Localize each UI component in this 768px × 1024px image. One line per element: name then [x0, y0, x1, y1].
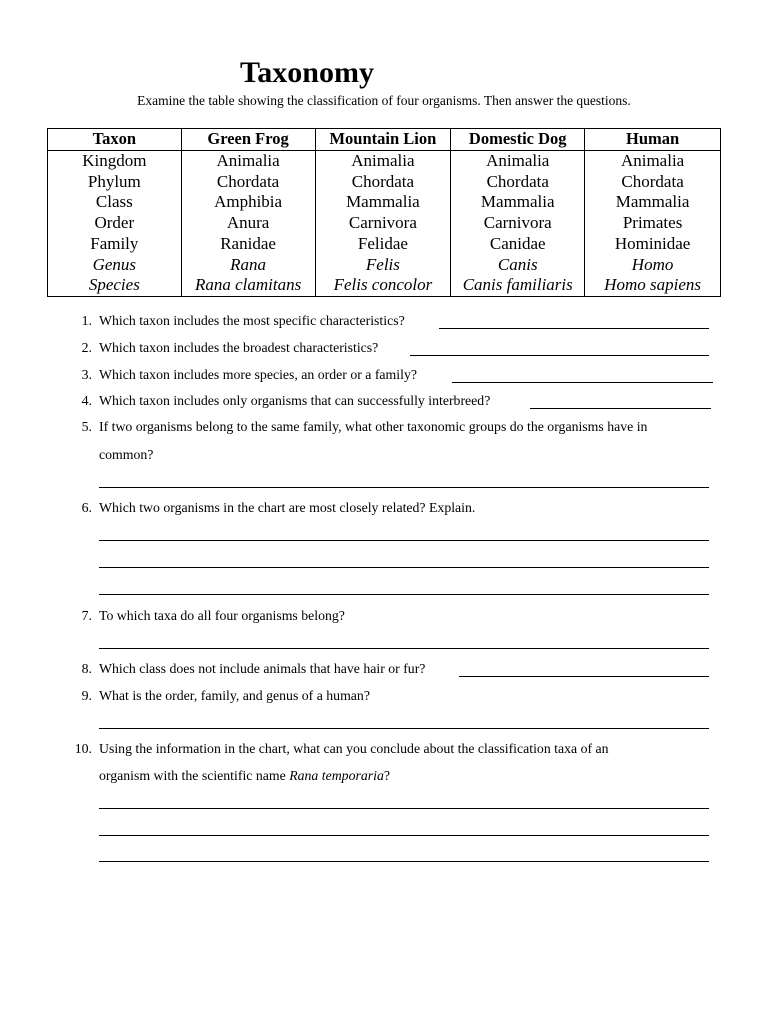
answer-line[interactable] — [452, 382, 713, 383]
species-name: Rana temporaria — [289, 768, 384, 783]
table-cell: Animalia — [451, 151, 585, 172]
table-cell: Animalia — [585, 151, 721, 172]
table-cell: Amphibia — [181, 192, 315, 213]
column-header: Domestic Dog — [451, 129, 585, 151]
table-cell: Carnivora — [451, 213, 585, 234]
answer-line[interactable] — [530, 408, 711, 409]
table-cell: Animalia — [315, 151, 451, 172]
table-cell: Felidae — [315, 234, 451, 255]
table-cell: Genus — [48, 255, 182, 276]
column-header: Green Frog — [181, 129, 315, 151]
question-text: Which taxon includes more species, an order or a family? — [99, 367, 417, 382]
column-header: Human — [585, 129, 721, 151]
question-text: Which two organisms in the chart are most closely related? Explain. — [99, 500, 476, 515]
table-cell: Homo sapiens — [585, 275, 721, 296]
table-cell: Homo — [585, 255, 721, 276]
question-number: 1. — [81, 313, 92, 328]
answer-line[interactable] — [99, 540, 709, 541]
question-text: Which taxon includes only organisms that can successfully interbreed? — [99, 393, 491, 408]
table-cell: Ranidae — [181, 234, 315, 255]
question-text: Which taxon includes the broadest characteristics? — [99, 340, 379, 355]
column-header: Taxon — [48, 129, 182, 151]
question-number: 6. — [81, 500, 92, 515]
question-text: If two organisms belong to the same family, what other taxonomic groups do the organisms have in — [99, 419, 648, 434]
table-cell: Canidae — [451, 234, 585, 255]
question-text: Which class does not include animals that have hair or fur? — [99, 661, 426, 676]
table-cell: Canis familiaris — [451, 275, 585, 296]
table-cell: Rana — [181, 255, 315, 276]
question-number: 8. — [81, 661, 92, 676]
instructions: Examine the table showing the classification of four organisms. Then answer the questions. — [137, 93, 631, 108]
question-number: 9. — [81, 688, 92, 703]
question-number: 7. — [81, 608, 92, 623]
table-row — [48, 213, 721, 234]
question-text-part: organism with the scientific name — [99, 768, 290, 783]
table-row — [48, 255, 721, 276]
table-cell: Rana clamitans — [181, 275, 315, 296]
table-cell: Family — [48, 234, 182, 255]
table-cell: Order — [48, 213, 182, 234]
question-text: What is the order, family, and genus of a human? — [99, 688, 370, 703]
answer-line[interactable] — [99, 728, 709, 729]
table-cell: Animalia — [181, 151, 315, 172]
answer-line[interactable] — [99, 487, 709, 488]
answer-line[interactable] — [99, 567, 709, 568]
table-cell: Carnivora — [315, 213, 451, 234]
table-row — [48, 192, 721, 213]
answer-line[interactable] — [99, 594, 709, 595]
table-cell: Mammalia — [451, 192, 585, 213]
taxonomy-table — [47, 128, 721, 297]
column-header: Mountain Lion — [315, 129, 451, 151]
question-text: common? — [99, 447, 154, 462]
table-row — [48, 151, 721, 172]
question-text — [99, 768, 390, 784]
table-cell: Species — [48, 275, 182, 296]
question-text-part: ? — [383, 768, 390, 783]
question-text: Which taxon includes the most specific characteristics? — [99, 313, 405, 328]
answer-line[interactable] — [99, 808, 709, 809]
page-title: Taxonomy — [240, 56, 374, 89]
question-number: 4. — [81, 393, 92, 408]
answer-line[interactable] — [439, 328, 709, 329]
table-cell: Chordata — [451, 172, 585, 193]
table-cell: Hominidae — [585, 234, 721, 255]
table-header-row — [48, 129, 721, 151]
table-cell: Primates — [585, 213, 721, 234]
table-cell: Class — [48, 192, 182, 213]
table-cell: Mammalia — [585, 192, 721, 213]
table-cell: Kingdom — [48, 151, 182, 172]
question-number: 5. — [81, 419, 92, 434]
table-cell: Chordata — [585, 172, 721, 193]
table-cell: Mammalia — [315, 192, 451, 213]
question-number: 3. — [81, 367, 92, 382]
table-cell: Felis — [315, 255, 451, 276]
question-number: 2. — [81, 340, 92, 355]
table-cell: Anura — [181, 213, 315, 234]
table-cell: Chordata — [181, 172, 315, 193]
table-row — [48, 172, 721, 193]
question-number: 10. — [74, 741, 92, 756]
table-cell: Felis concolor — [315, 275, 451, 296]
table-row — [48, 234, 721, 255]
answer-line[interactable] — [459, 676, 709, 677]
answer-line[interactable] — [99, 648, 709, 649]
table-cell: Chordata — [315, 172, 451, 193]
question-text: To which taxa do all four organisms belong? — [99, 608, 345, 623]
table-cell: Phylum — [48, 172, 182, 193]
table-row — [48, 275, 721, 296]
answer-line[interactable] — [99, 861, 709, 862]
answer-line[interactable] — [99, 835, 709, 836]
answer-line[interactable] — [410, 355, 709, 356]
table-cell: Canis — [451, 255, 585, 276]
question-text: Using the information in the chart, what can you conclude about the classification taxa of an — [99, 741, 609, 756]
